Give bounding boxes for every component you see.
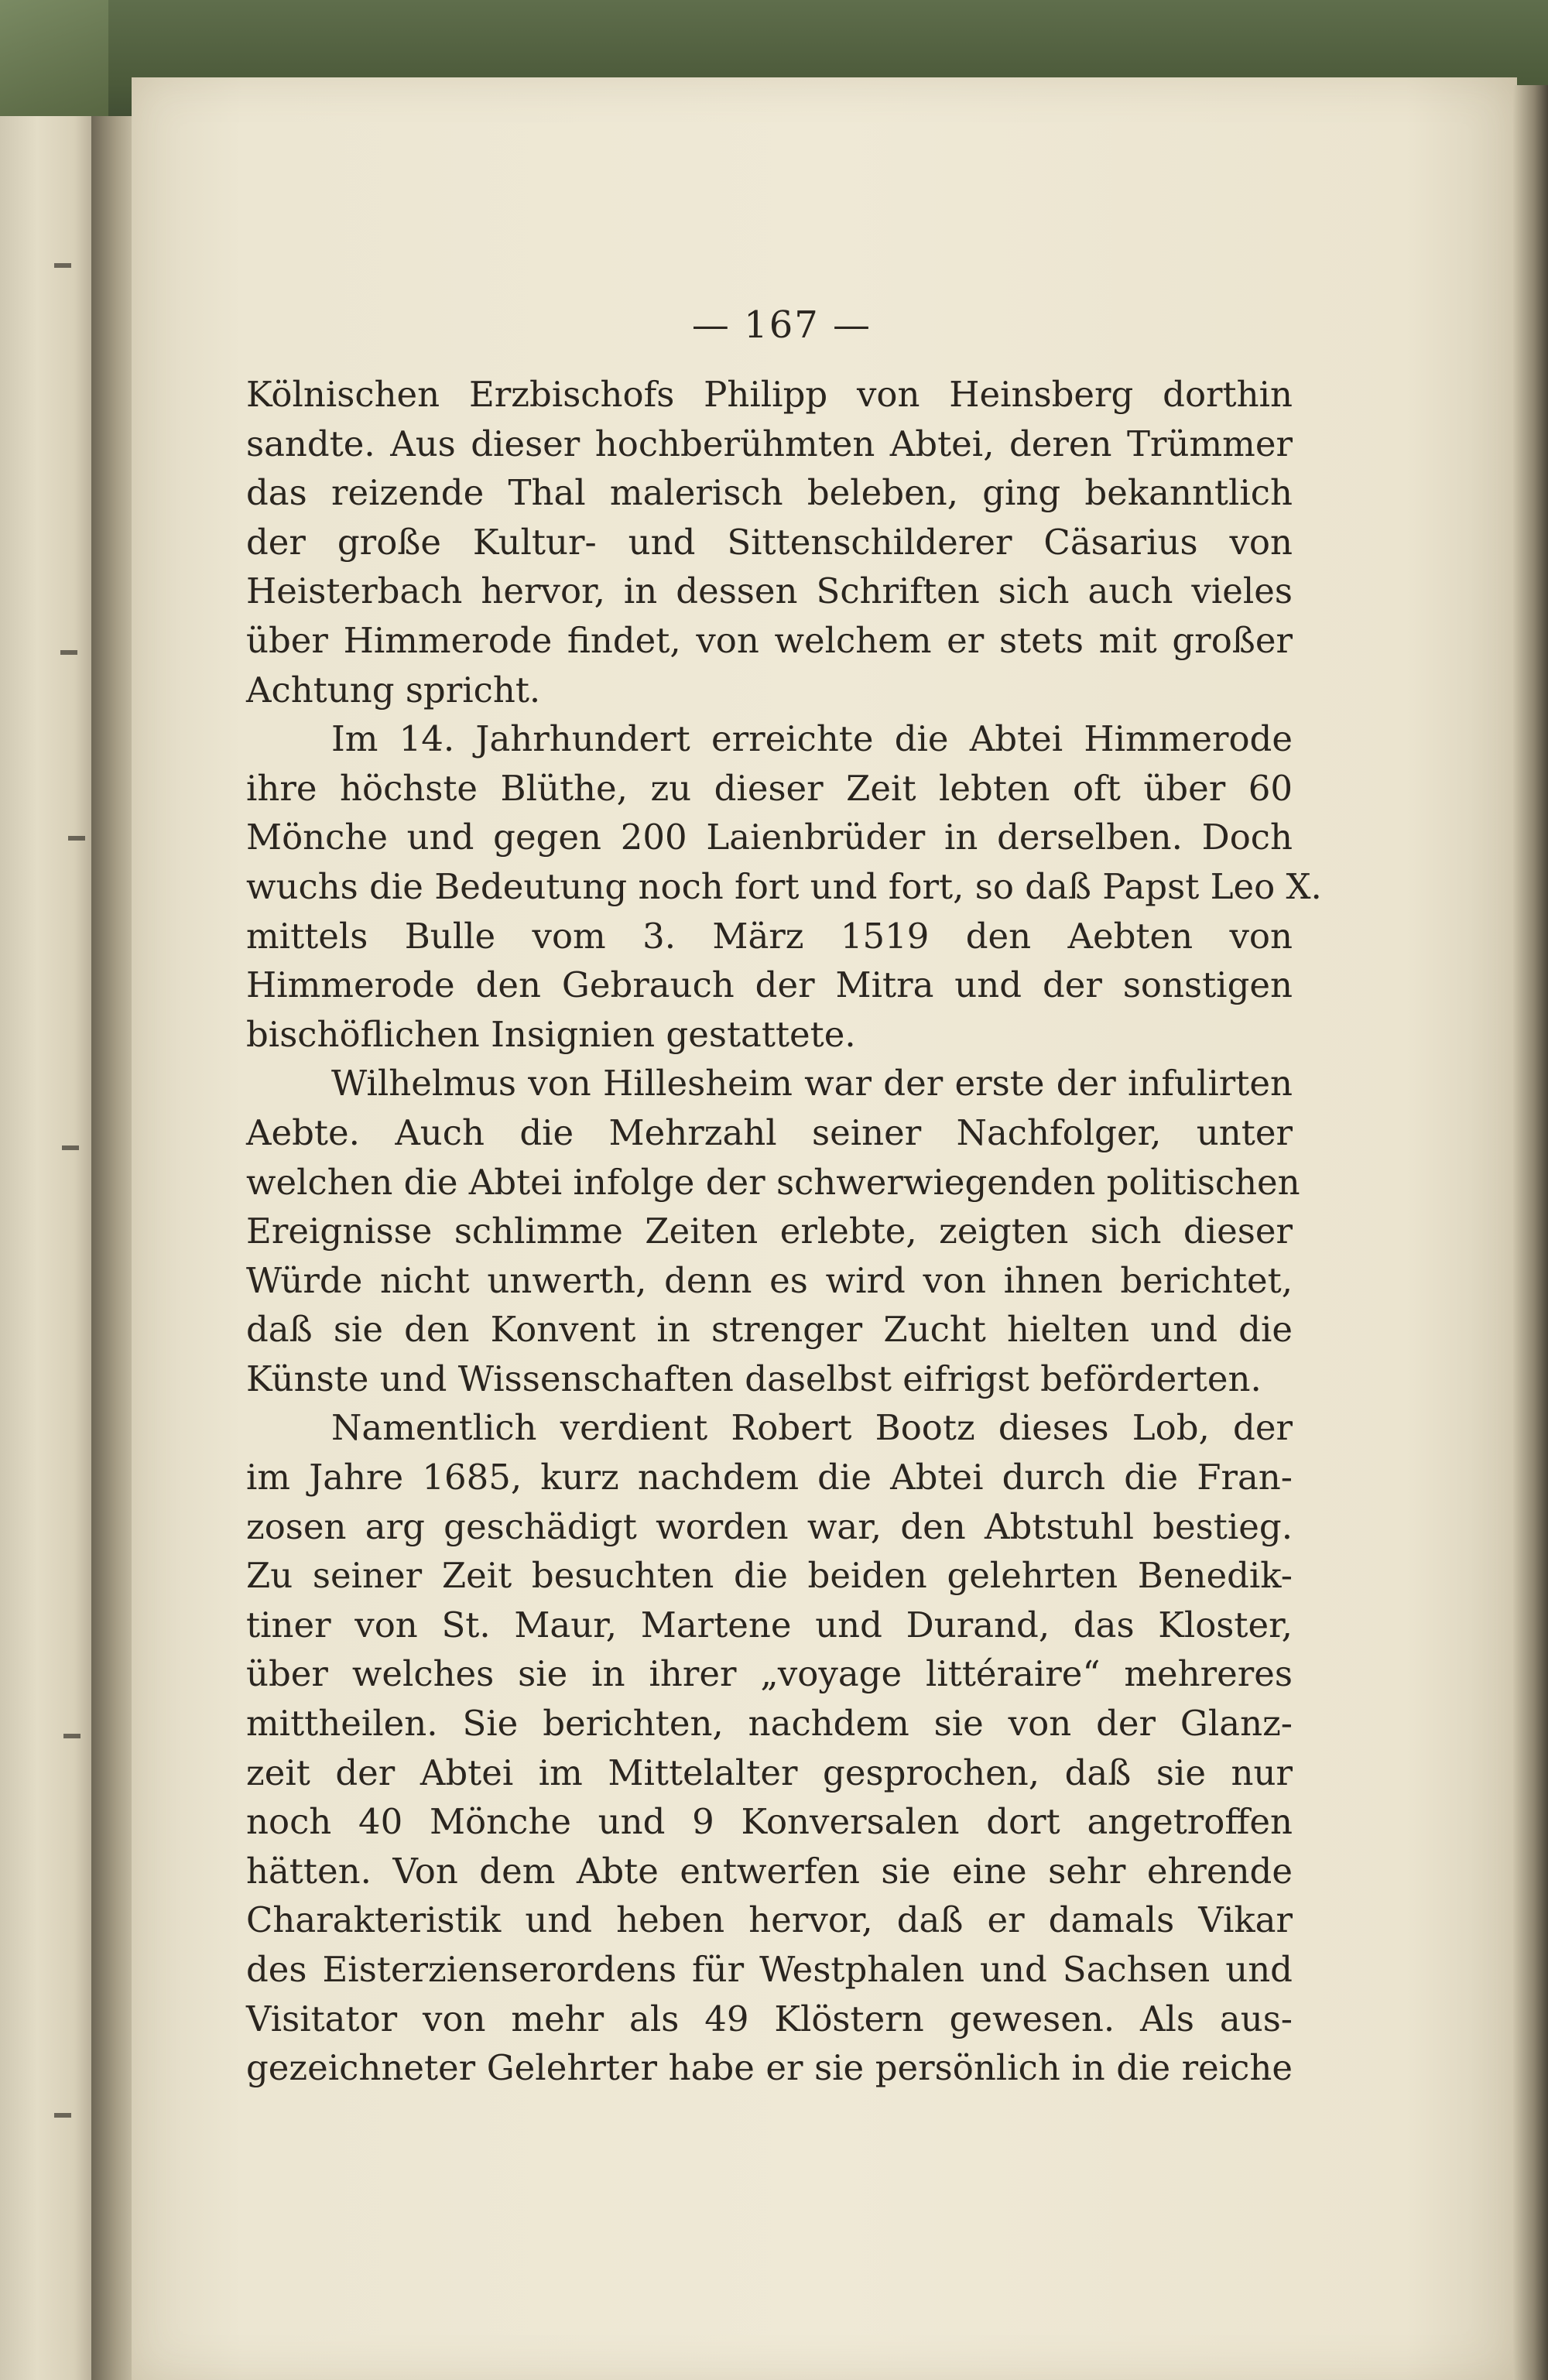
text-line: noch 40 Mönche und 9 Konversalen dort angetroffen: [246, 1801, 1293, 1843]
margin-mark: [63, 1734, 80, 1738]
text-line: Würde nicht unwerth, denn es wird von ihnen berichtet,: [246, 1259, 1293, 1301]
text-line: Namentlich verdient Robert Bootz dieses Lob, der: [331, 1407, 1293, 1449]
previous-page-edge: [0, 116, 93, 2380]
text-line: Aebte. Auch die Mehrzahl seiner Nachfolger, unter: [246, 1111, 1293, 1153]
text-line: hätten. Von dem Abte entwerfen sie eine sehr ehrende: [246, 1850, 1293, 1892]
text-line: Kölnischen Erzbischofs Philipp von Heinsberg dorthin: [246, 374, 1293, 415]
margin-mark: [62, 1145, 79, 1150]
text-line: gezeichneter Gelehrter habe er sie persönlich in die reiche: [246, 2047, 1293, 2089]
text-line: über Himmerode findet, von welchem er stets mit großer: [246, 619, 1293, 661]
text-line: welchen die Abtei infolge der schwerwiegenden politischen: [246, 1161, 1300, 1203]
text-line: sandte. Aus dieser hochberühmten Abtei, deren Trümmer: [246, 423, 1293, 464]
text-line: über welches sie in ihrer „voyage littéraire“ mehreres: [246, 1653, 1293, 1695]
text-line: daß sie den Konvent in strenger Zucht hielten und die: [246, 1309, 1293, 1351]
margin-mark: [54, 263, 71, 268]
text-line: ihre höchste Blüthe, zu dieser Zeit lebten oft über 60: [246, 767, 1293, 809]
text-line: mittels Bulle vom 3. März 1519 den Aebten von: [246, 915, 1293, 957]
text-line: im Jahre 1685, kurz nachdem die Abtei durch die Fran-: [246, 1457, 1293, 1498]
text-line: das reizende Thal malerisch beleben, ging bekanntlich: [246, 472, 1293, 514]
text-line: zeit der Abtei im Mittelalter gesprochen, daß sie nur: [246, 1752, 1293, 1793]
text-line: der große Kultur- und Sittenschilderer Cäsarius von: [246, 521, 1293, 563]
margin-mark: [60, 650, 77, 655]
text-line: des Eisterzienserordens für Westphalen und Sachsen und: [246, 1949, 1293, 1990]
text-line: Achtung spricht.: [246, 669, 541, 711]
text-line: Heisterbach hervor, in dessen Schriften sich auch vieles: [246, 570, 1293, 612]
text-line: Charakteristik und heben hervor, daß er damals Vikar: [246, 1899, 1293, 1941]
text-line: Visitator von mehr als 49 Klöstern gewesen. Als aus-: [246, 1998, 1293, 2039]
text-line: Zu seiner Zeit besuchten die beiden gelehrten Benedik-: [246, 1555, 1293, 1597]
text-line: Künste und Wissenschaften daselbst eifrigst beförderten.: [246, 1358, 1262, 1399]
margin-mark: [68, 836, 85, 841]
page-body: [246, 370, 1322, 2093]
text-line: Ereignisse schlimme Zeiten erlebte, zeigten sich dieser: [246, 1211, 1293, 1252]
margin-mark: [54, 2113, 71, 2118]
text-line: Im 14. Jahrhundert erreichte die Abtei Himmerode: [331, 718, 1293, 760]
text-line: zosen arg geschädigt worden war, den Abtstuhl bestieg.: [246, 1505, 1293, 1547]
text-line: wuchs die Bedeutung noch fort und fort, so daß Papst Leo X.: [246, 865, 1322, 907]
text-line: mittheilen. Sie berichten, nachdem sie von der Glanz-: [246, 1703, 1293, 1745]
text-line: tiner von St. Maur, Martene und Durand, das Kloster,: [246, 1604, 1293, 1645]
text-line: Wilhelmus von Hillesheim war der erste der infulirten: [331, 1063, 1293, 1104]
page-number: — 167 —: [691, 303, 872, 347]
text-line: Mönche und gegen 200 Laienbrüder in derselben. Doch: [246, 817, 1293, 858]
text-line: Himmerode den Gebrauch der Mitra und der sonstigen: [246, 964, 1293, 1006]
text-line: bischöflichen Insignien gestattete.: [246, 1013, 856, 1055]
page-edge-shadow: [1513, 85, 1548, 2380]
